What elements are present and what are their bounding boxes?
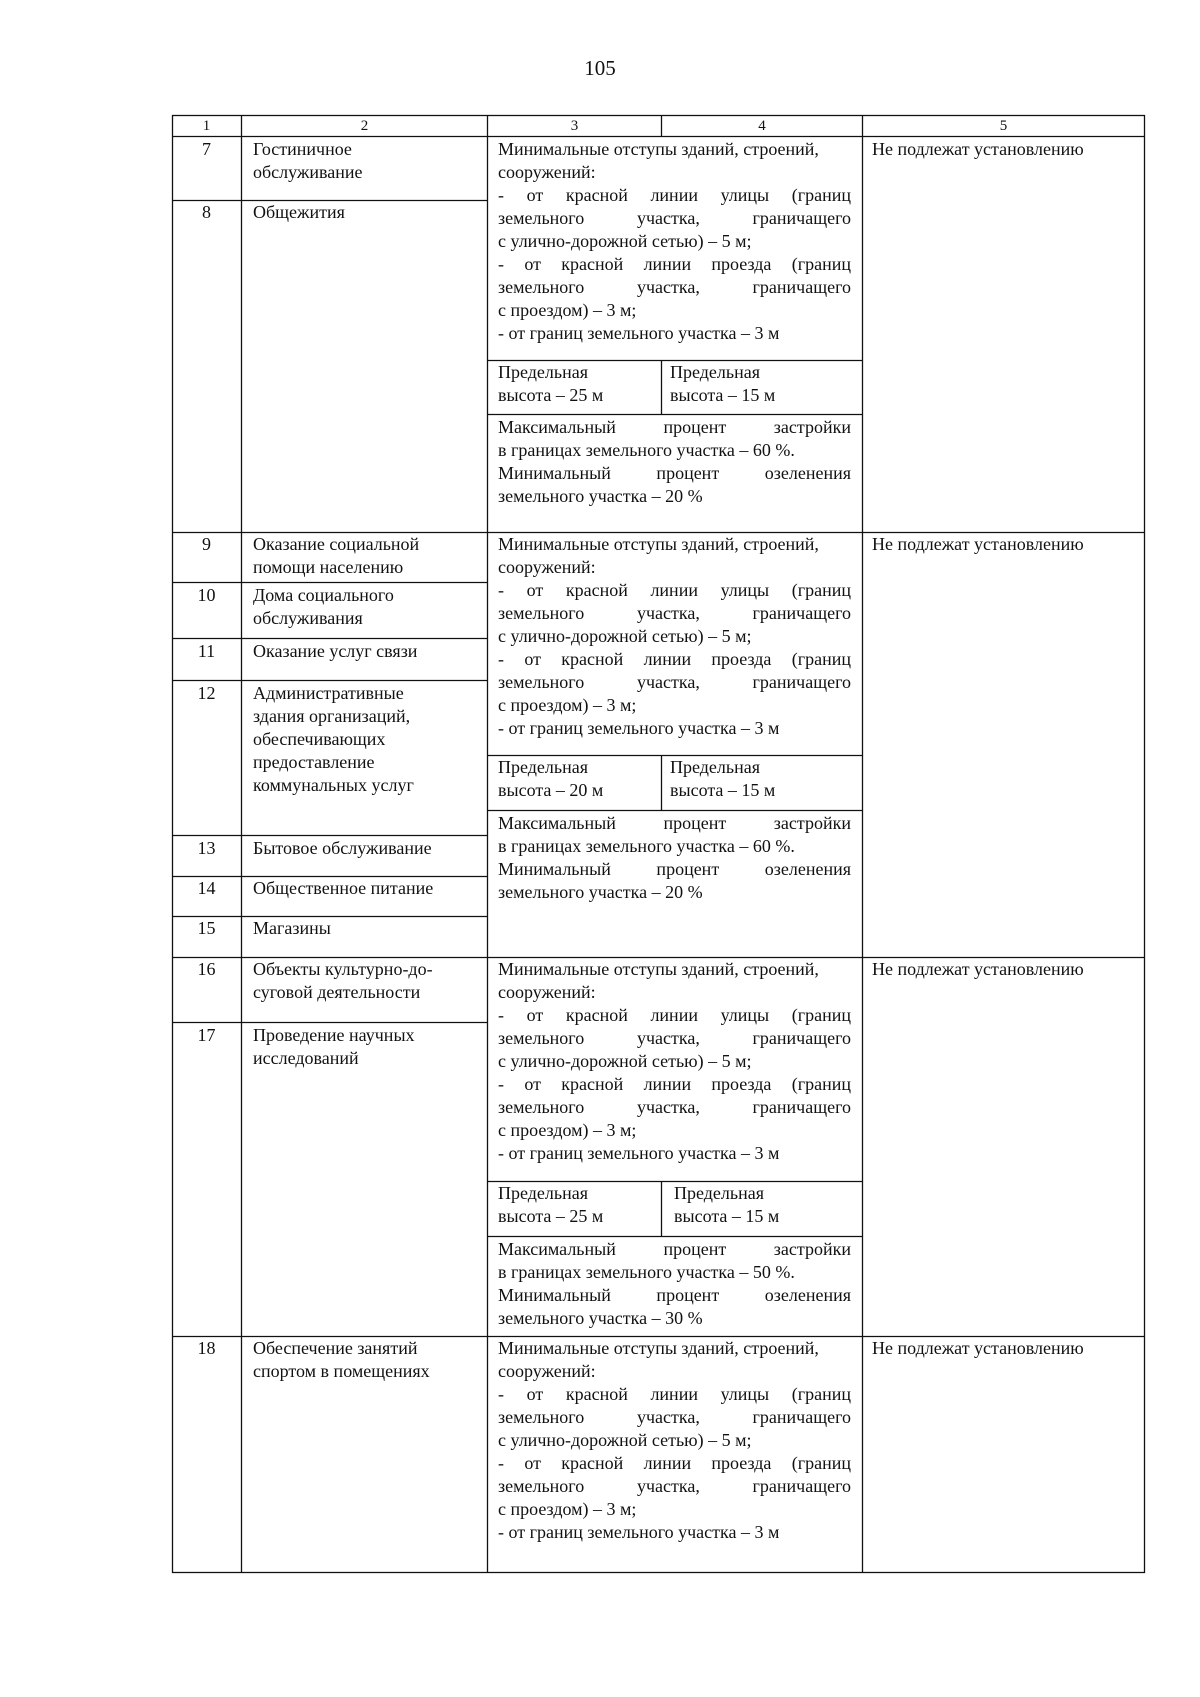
coverage-text: Максимальный процент застройки в границах земельного участка – 50 %. Минимальный процент озеленения земельного участка – 30 % (498, 1239, 851, 1328)
row-name: Объекты культурно-до- суговой деятельности (253, 959, 433, 1002)
col5-value: Не подлежат установлению (872, 534, 1084, 554)
header-col-5: 5 (999, 118, 1008, 134)
header-col-3: 3 (570, 118, 579, 134)
row-number: 12 (197, 683, 216, 703)
coverage-text: Максимальный процент застройки в границах земельного участка – 60 %. Минимальный процент озеленения земельного участка – 20 % (498, 813, 851, 902)
header-col-1: 1 (202, 118, 211, 134)
header-col-4: 4 (758, 118, 766, 134)
row-name: Оказание социальной помощи населению (253, 534, 420, 577)
row-number: 14 (197, 878, 216, 898)
row-number: 15 (197, 918, 216, 938)
height-limit-main: Предельная высота – 25 м (498, 1183, 604, 1226)
row-name: Магазины (253, 918, 331, 938)
row-name: Общежития (253, 202, 345, 222)
row-name: Общественное питание (253, 878, 434, 898)
row-name: Дома социального обслуживания (253, 585, 394, 628)
row-name: Гостиничное обслуживание (253, 139, 363, 182)
height-limit-main: Предельная высота – 25 м (498, 362, 604, 405)
row-number: 11 (197, 641, 216, 661)
row-number: 10 (197, 585, 216, 605)
setbacks-text: Минимальные отступы зданий, строений, сооружений: - от красной линии улицы (границ земельного участка, граничащего с улично-дорожной сетью) – 5 м; - от красной линии проезда (границ земельного участка, граничащего с проездом) – 3 м; - от границ земельного участка – 3 м (498, 139, 851, 343)
row-number: 17 (197, 1025, 216, 1045)
height-limit-secondary: Предельная высота – 15 м (670, 362, 776, 405)
row-name: Административные здания организаций, обеспечивающих предоставление коммунальных услуг (253, 683, 414, 795)
setbacks-text: Минимальные отступы зданий, строений, сооружений: - от красной линии улицы (границ земельного участка, граничащего с улично-дорожной сетью) – 5 м; - от красной линии проезда (границ земельного участка, граничащего с проездом) – 3 м; - от границ земельного участка – 3 м (498, 959, 851, 1163)
height-limit-secondary: Предельная высота – 15 м (674, 1183, 780, 1226)
height-limit-main: Предельная высота – 20 м (498, 757, 604, 800)
coverage-text: Максимальный процент застройки в границах земельного участка – 60 %. Минимальный процент озеленения земельного участка – 20 % (498, 417, 851, 506)
page-number: 105 (584, 56, 616, 80)
col5-value: Не подлежат установлению (872, 1338, 1084, 1358)
row-number: 16 (197, 959, 216, 979)
row-name: Обеспечение занятий спортом в помещениях (253, 1338, 430, 1381)
row-number: 8 (202, 202, 211, 222)
row-name: Оказание услуг связи (253, 641, 418, 661)
row-number: 13 (197, 838, 216, 858)
col5-value: Не подлежат установлению (872, 139, 1084, 159)
setbacks-text: Минимальные отступы зданий, строений, сооружений: - от красной линии улицы (границ земельного участка, граничащего с улично-дорожной сетью) – 5 м; - от красной линии проезда (границ земельного участка, граничащего с проездом) – 3 м; - от границ земельного участка – 3 м (498, 534, 851, 738)
height-limit-secondary: Предельная высота – 15 м (670, 757, 776, 800)
row-number: 9 (202, 534, 211, 554)
col5-value: Не подлежат установлению (872, 959, 1084, 979)
row-name: Проведение научных исследований (253, 1025, 415, 1068)
setbacks-text: Минимальные отступы зданий, строений, сооружений: - от красной линии улицы (границ земельного участка, граничащего с улично-дорожной сетью) – 5 м; - от красной линии проезда (границ земельного участка, граничащего с проездом) – 3 м; - от границ земельного участка – 3 м (498, 1338, 851, 1542)
header-col-2: 2 (360, 118, 369, 134)
row-name: Бытовое обслуживание (253, 838, 432, 858)
row-number: 18 (197, 1338, 216, 1358)
row-number: 7 (202, 139, 211, 159)
